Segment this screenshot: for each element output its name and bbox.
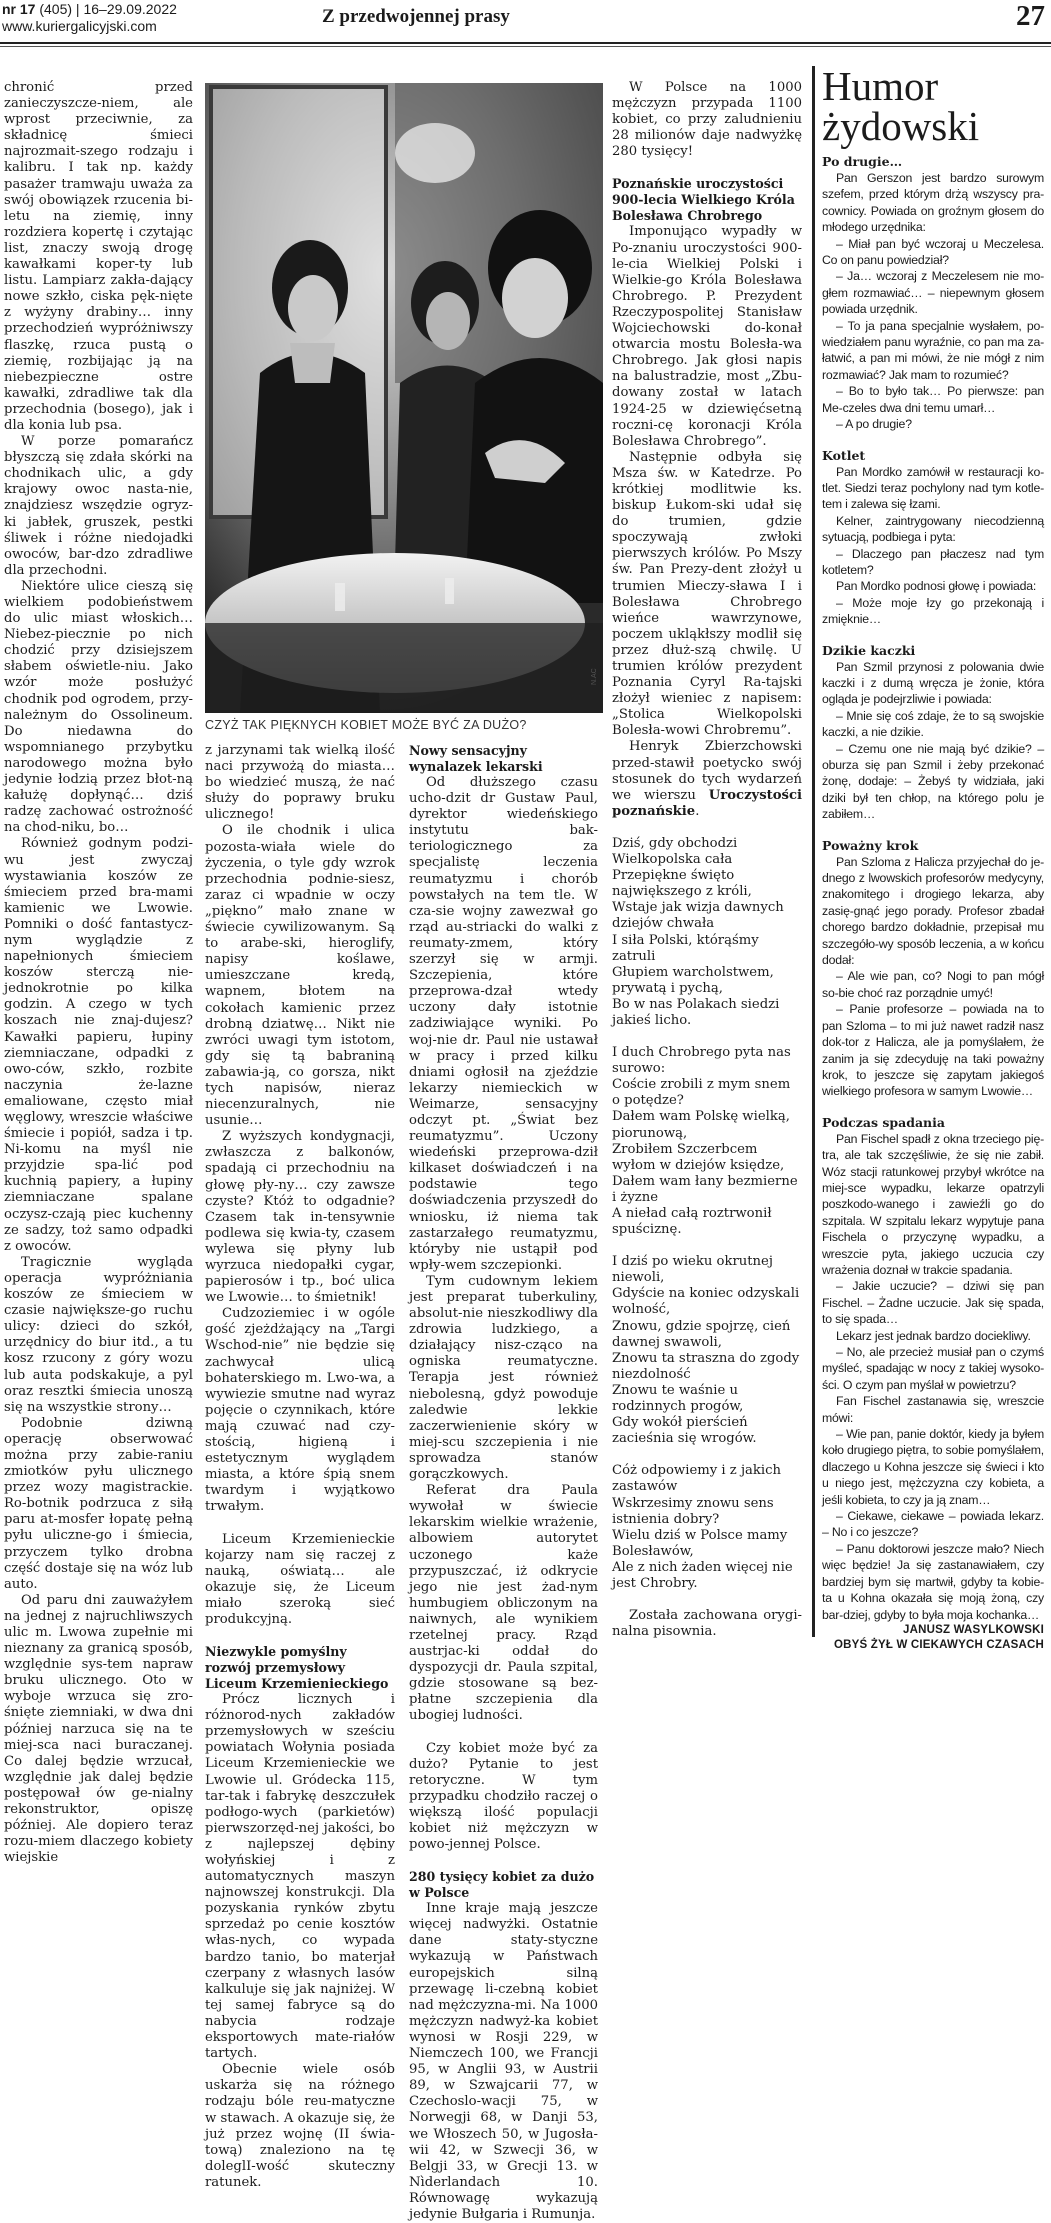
paragraph: Prócz licznych i różnorod-nych zakładów przemysłowych w sześciu powiatach Wołynia posiada Liceum Krzemienieckie we Lwowie ul. Gródecka 115, tar-tak i fabrykę deszczułek podłogo-wych (parkietów) pierwszorzęd-nej jakości, bo z najlepszej dębiny wołyńskiej i z automatycznych maszyn najnowszej konstrukcji. Dla pozyskania rynków zbytu sprzedaż po cenie kosztów włas-nych, co wypada bardzo tanio, bo materjał czerpany z własnych lasów kalkuluje się jak najniżej. W tej samej fabryce są do nabycia rodzaje eksportowych mate-riałów tartych. [205, 1692, 395, 2062]
humor-title-line-1: Humor [822, 63, 939, 109]
paragraph: Tym cudownym lekiem jest preparat tuberkuliny, absolut-nie nieszkodliwy dla zdrowia ludzkiego, a działający nisz-cząco na ogniska reumatyczne. Terapja jest również niebolesną, gdyż powoduje zaledwie lekkie zaczerwienienie skóry w miej-scu szczepienia i nie sprowadza stanów gorączkowych. [409, 1273, 598, 1483]
subheading: Niezwykle pomyślny rozwój przemysłowy Liceum Krzemienieckiego [205, 1644, 389, 1692]
spacer [409, 1725, 598, 1741]
spacer [612, 1592, 802, 1608]
joke-paragraph: – Ale wie pan, co? Nogi to pan mógł so-bie choć raz porządnie umyć! [822, 969, 1044, 1000]
joke-paragraph: – Dlaczego pan płaczesz nad tym kotletem? [822, 546, 1044, 577]
joke-heading: Kotlet [822, 447, 866, 463]
poem-line: I siła Polski, którąśmy zatruli [612, 932, 759, 964]
spacer [612, 1447, 802, 1463]
joke-heading: Dzikie kaczki [822, 642, 916, 658]
joke-paragraph: Fan Fischel zastanawia się, wreszcie mówi: [822, 1394, 1044, 1425]
paragraph: Obecnie wiele osób uskarża się na różnego rodzaju bóle reu-matyczne w stawach. A okazuje się, że już przez wojnę (II świa-tową) znaleziono na tę doleglI-wość skuteczny ratunek. [205, 2062, 395, 2190]
paragraph: Niektóre ulice cieszą się wielkiem podobieństwem do ulic miast włoskich… Niebez-piecznie po nich chodzić przy dzisiejszem słabem oświetle-niu. Jako wzór może posłużyć chodnik pod ogrodem, przy-należnym do Ossolineum. Do niedawna do wspomnianego przybytku narodowego można było jedynie łodzią przez błot-ną kałużę dopłynąć… dziś radzę zachować ostrożność na chod-niku, bo… [4, 578, 193, 836]
paragraph: Podobnie dziwną operację obserwować można przy zabie-raniu zmiotków pyłu ulicznego przez wozy magistrackie. Ro-botnik podrzuca z siłą paru at-mosfer łopatę pełną pyłu uliczne-go i śmiecia, przyczem tylko drobna część dostaje się na wóz lub auto. [4, 1415, 193, 1592]
joke-paragraph: – A po drugie? [836, 417, 912, 432]
spacer [612, 820, 802, 836]
poem-line: Przepiękne święto największego z króli, [612, 868, 752, 900]
poem-line: Głupiem warcholstwem, prywatą i pychą, [612, 964, 774, 996]
joke-paragraph: – Panie profesorze – powiada na to pan Szloma – to mi już nawet radził nasz dok-tor z Halicza, ale ja pomyślałem, że zanim ja się zdecyduję na taki poważny krok, to jeszcze się zapytam jakiegoś wielkiego profesora w samym Lwowie… [822, 1002, 1044, 1099]
spacer [612, 1238, 802, 1254]
poem-line: A nieład całą roztrwonił spuściznę. [612, 1206, 772, 1238]
spacer [822, 823, 1044, 836]
paragraph: W Polsce na 1000 mężczyzn przypada 1100 kobiet, co przy zaludnieniu 28 milionów daje nadwyżkę 280 tysięcy! [612, 80, 802, 160]
joke-paragraph: Kelner, zaintrygowany niecodzienną sytuacją, podbiega i pyta: [822, 513, 1044, 545]
issue-info [2, 1, 177, 35]
page-number: 27 [1016, 0, 1045, 32]
joke-paragraph: Pan Szloma z Halicza przyjechał do je-dnego z lwowskich profesorów medycyny, znakomitego i drogiego lekarza, aby zasię-gnąć jego porady. Profesor zbadał chorego bardzo dokładnie, przepisał mu szczegóło-wy sposób leczenia, a w końcu dodał: [822, 854, 1044, 968]
header-rule [0, 42, 1051, 44]
poem-line: Gdy wokół pierścień zacieśnia się wrogów. [612, 1415, 757, 1447]
spacer [612, 160, 802, 176]
spacer [205, 1516, 395, 1532]
joke-paragraph: – Ja… wczoraj z Meczelesem nie mo-głem rozmawiać… – niepewnym głosem powiada urzędnik. [822, 269, 1044, 317]
poem-line: Wielu dziś w Polsce mamy Bolesławów, [612, 1527, 788, 1559]
paragraph: Od paru dni zauważyłem na jednej z najruchliwszych ulic m. Lwowa zupełnie mi nieznany za granicą sposób, względnie sys-tem napraw bruku ulicznego. Oto w wyboje wrzuca się zro-śnięte ziemniaki, w dwa dni później narzuca się na te miej-sca naci buraczanej. Co dalej będzie wrzucał, względnie jak dalej będzie postępował ów ge-nialny rekonstruktor, opiszę później. Ale dopiero teraz rozu-miem dlaczego kobiety wiejskie [4, 1592, 193, 1866]
humor-author: JANUSZ WASYLKOWSKI [903, 1623, 1044, 1636]
joke-paragraph: – Ciekawe, ciekawe – powiada lekarz. – No i co jeszcze? [822, 1509, 1044, 1540]
joke-heading: Poważny krok [822, 837, 919, 853]
joke-paragraph: Pan Mordko podnosi głowę i powiada: [836, 579, 1037, 594]
joke-paragraph: – Miał pan być wczoraj u Meczelesa. Co on panu powiedział? [822, 236, 1044, 268]
issue-dates: (405) | 16–29.09.2022 [39, 1, 177, 17]
joke-paragraph: – Jakie uczucie? – dziwi się pan Fischel. – Żadne uczucie. Jak się spada, to się spada… [822, 1279, 1044, 1327]
joke-paragraph: – Panu doktorowi jeszcze mało? Niech więc będzie! Ja się zastanawiałem, czy bardziej bym się martwił, gdyby ta kobie-ta u Kohna okazała się moją żoną, czy bar-dziej, gdyby to była moja kochanka… [822, 1541, 1044, 1622]
joke-paragraph: – Wie pan, panie doktór, kiedy ja byłem koło drugiego piętra, to sobie pomyślałem, dlaczego u Kohna jeszcze się świeci i kto u niego jest, mężczyzna czy kobieta, a jeśli kobieta, to czy ja ją znam… [822, 1427, 1044, 1507]
paragraph: Została zachowana orygi-nalna pisownia. [612, 1608, 802, 1640]
paragraph: Imponująco wypadły w Po-znaniu uroczystości 900-le-cia Wielkiej Polski i Wielkie-go Króla Bolesława Chrobrego. P. Prezydent Rzeczypospolitej Stanisław Wojciechowski do-konał otwarcia mostu Bolesła-wa Chrobrego. Jak głosi napis na balustradzie, most „Zbu-dowany został w latach 1924-25 w dziewięćsetną roczni-cę koronacji Króla Bolesława Chrobrego”. [612, 224, 802, 449]
poem-line: Znowu te waśnie u rodzinnych progów, [612, 1382, 744, 1415]
paragraph: Henryk Zbierzchowski przed-stawił poetycko swój stosunek do tych wydarzeń we wierszu Uroczystości poznańskie. [612, 739, 802, 819]
poem-line: I dziś po wieku okrutnej niewoli, [612, 1254, 773, 1286]
photo-credit: N.AC [591, 668, 598, 685]
spacer [612, 1029, 802, 1045]
poem-line: Znowu ta straszna do zgody niezdolność [612, 1350, 800, 1382]
paragraph: Liceum Krzemienieckie kojarzy nam się raczej z nauką, oświatą… ale okazuje się, że Liceum miało szeroką sieć produkcyjną. [205, 1531, 395, 1627]
poem-line: Zrobiłem Szczerbcem wyłom w dziejów księdze, [612, 1141, 785, 1173]
section-title: Z przedwojennej prasy [322, 6, 510, 27]
article-photo [205, 83, 603, 713]
joke-paragraph: – To ja pana specjalnie wysłałem, po-wiedziałem panu wyraźnie, co pan ma za-łatwić, a pan mi mówi, że nie mógł z nim rozmawiać? Jak mam to rozumieć? [822, 318, 1044, 382]
subheading: Nowy sensacyjny wynalazek lekarski [409, 743, 543, 774]
joke-heading: Po drugie… [822, 154, 903, 169]
spacer [409, 1853, 598, 1869]
website-link[interactable]: www.kuriergalicyjski.com [2, 18, 157, 34]
poem-line: Wstaje jak wizja dawnych dziejów chwała [612, 900, 784, 932]
poem-line: Dałem wam łany bezmierne i żyzne [612, 1173, 798, 1205]
paragraph: Czy kobiet może być za dużo? Pytanie to jest retoryczne. W tym przypadku chodziło raczej o większą ilość populacji kobiet niż mężczyzn w powo-jennej Polsce. [409, 1740, 598, 1853]
humor-title [822, 63, 1044, 149]
humor-title-line-2: żydowski [822, 103, 980, 149]
joke-paragraph: – Mnie się coś zdaje, że to są swojskie kaczki, a nie dzikie. [822, 708, 1044, 740]
paragraph: Referat dra Paula wywołał w świecie lekarskim wielkie wrażenie, albowiem autorytet uczonego każe przypuszczać, iż odkrycie jego nie jest żad-nym humbugiem obliczonym na naiwnych, ale wynikiem rzetelnej pracy. Rząd austrjac-ki oddał do dyspozycji dr. Paula szpital, gdzie stosowane są bez-płatne szczepienia dla ubogiej ludności. [409, 1483, 598, 1724]
photo-caption: CZYŻ TAK PIĘKNYCH KOBIET MOŻE BYĆ ZA DUŻO? [205, 718, 527, 732]
joke-paragraph: Pan Gerszon jest bardzo surowym szefem, przed którym drżą wszyscy pra-cownicy. Powiada on groźnym głosem do młodego urzędnika: [822, 171, 1044, 235]
poem-line: Dziś, gdy obchodzi Wielkopolska cała [612, 835, 738, 868]
poem-line: Gdyście na koniec odzyskali wolność, [612, 1286, 800, 1318]
joke-paragraph: Pan Fischel spadł z okna trzeciego pię-tra, ale tak szczęśliwie, że się nie zabił. Wóz stacji ratunkowej przybył wkrótce na miej-sce wypadku, lekarze opatrzyli poszkodo-wanego i zawieźli go do szpitala. W szpitalu lekarz wypytuje pana Fischela o przyczynę wypadku, a wreszcie pyta, jakiego uczucia czy wrażenia doznał w trakcie spadania. [822, 1131, 1044, 1277]
poem-line: Ale z nich żaden więcej nie jest Chrobry. [612, 1559, 793, 1591]
joke-heading: Podczas spadania [822, 1114, 945, 1130]
paragraph: Cudzoziemiec i w ogóle gość zjeżdżający na „Targi Wschod-nie” nie będzie się zachwycał ulicą bohaterskiego m. Lwo-wa, a wywiezie smutne nad wyraz pojęcie o czynnikach, które mają czuwać nad czy-stością, higieną i estetycznym wyglądem miasta, a które śpią snem twardym i wyjątkowo trwałym. [205, 1306, 395, 1515]
subheading: 280 tysięcy kobiet za dużo w Polsce [409, 1869, 595, 1901]
poem-line: Wskrzesimy znowu sens istnienia dobry? [612, 1495, 774, 1527]
paragraph: Również godnym podzi-wu jest zwyczaj wystawiania koszów ze śmieciem przed bra-mami kamienic we Lwowie. Pomniki o dość fantastycz-nym wyglądzie z napełnionych śmieciem koszów sterczą nie-jednokrotnie po kilka godzin. A czego w tych koszach nie znaj-dujesz? Kawałki papieru, łupiny ziemniaczane, odpadki z owo-ców, szkło, rozbite naczynia że-lazne emaliowane, często miał węglowy, wreszcie właściwe śmiecie i popiół, sadza i tp. Ni-komu na myśl nie przyjdzie spa-lić pod kuchnią papiery, a łupiny ziemniaczane spalane oczysz-czają piec kuchenny ze sadzy, toż samo odpadki z owoców. [4, 836, 193, 1254]
paragraph: z jarzynami tak wielką ilość naci przywożą do miasta… bo wiedzieć muszą, że nać służy do poprawy bruku ulicznego! [205, 743, 395, 823]
issue-number: nr 17 [2, 1, 36, 17]
joke-paragraph: – Może moje łzy go przekonają i zmięknie… [822, 595, 1044, 627]
paragraph: Z wyższych kondygnacji, zwłaszcza z balkonów, spadają ci przechodniu na głowę pły-ny… czy zawsze czyste? Któż to odgadnie? Czasem tak in-tensywnie podlewa się kwia-ty, czasem wylewa się płyny lub wyrzuca niedopałki cygar, papierosów i tp., boć ulica we Lwowie… to śmietnik! [205, 1129, 395, 1306]
poem-line: I duch Chrobrego pyta nas surowo: [612, 1045, 791, 1077]
paragraph: Tragicznie wygląda operacja wypróżniania koszów ze śmieciem w czasie największe-go ruchu ulicy: dzieci do szkół, urzędnicy do biur itd., a tu kosz rzucony z góry wozu lub auta podskakuje, a pyl oraz resztki śmiecia unoszą się na wszystkie strony… [4, 1254, 193, 1415]
article-column-4 [612, 80, 802, 1640]
article-column-1 [4, 80, 193, 1866]
poem-line: Bo w nas Polakach siedzi jakieś licho. [612, 996, 780, 1028]
poem-line: Cóż odpowiemy i z jakich zastawów [612, 1463, 781, 1495]
joke-paragraph: Lekarz jest jednak bardzo dociekliwy. [836, 1328, 1031, 1343]
subheading: Poznańskie uroczystości 900-lecia Wielkiego Króla Bolesława Chrobrego [612, 176, 795, 224]
spacer [205, 1628, 395, 1644]
paragraph: chronić przed zanieczyszcze-niem, ale wprost przeciwnie, za składnicę śmieci najrozmait-szego rodzaju i kalibru. I tak np. każdy pasażer tramwaju uważa za swój obowiązek rzucenia bi-letu na ziemię, inny rozdziera kopertę i czytając list, znaczy swoją drogę kawałkami koper-ty lub listu. Lampiarz zakła-dający nowe szkło, ciska pęk-nięte z wyżyny drabiny… inny przechodzień wypróżniwszy flaszkę, rzuca pustą o ziemię, rozbijając ją na niebezpieczne ostre kawałki, zdradliwe tak dla przechodnia (bosego), jak i dla konia lub psa. [4, 80, 193, 433]
humor-sections [822, 154, 1044, 1623]
paragraph: W porze pomarańcz błyszczą się zdała skórki na chodnikach ulic, a gdy krajowy owoc nasta-nie, znajdziesz wszędzie ogryz-ki jabłek, gruszek, pestki śliwek i różne niedojadki owoców, bar-dzo zdradliwe dla przechodni. [4, 434, 193, 578]
poem-line: Znowu, gdzie spojrzę, cień dawnej swawoli, [612, 1318, 791, 1350]
joke-paragraph: – No, ale przecież musiał pan o czymś myśleć, spadając w nocy z takiej wysoko-ści. O czym pan myślał w powietrzu? [822, 1345, 1044, 1392]
joke-paragraph: Pan Szmil przynosi z polowania dwie kaczki i z dumą wręcza je żonie, która ogląda je podejrzliwie i powiada: [822, 659, 1044, 707]
humor-sidebar [812, 63, 1051, 1651]
spacer [822, 1100, 1044, 1113]
paragraph: Od dłuższego czasu ucho-dzit dr Gustaw Paul, dyrektor wiedeńskiego instytutu bak-teriologicznego za specjalistę leczenia reumatyzmu i chorób powstałych na tem tle. W cza-sie wojny zawezwał go rząd au-striacki do walki z reumaty-zmem, który szerzył się w armji. Szczepienia, które przeprowa-dzał wtedy uczony dały istotnie zadziwiające wyniki. Po woj-nie dr. Paul nie ustawał w pracy i przed kilku dniami ogłosił na zjeździe lekarzy niemieckich w Weimarze, sensacyjny odczyt pt. „Świat bez reumatyzmu”. Uczony wiedeński przeprowa-dził kilkaset doświadczeń i na podstawie tego doświadczenia przyszedł do wniosku, iż niema tak zastarzałego reumatyzmu, któryby nie ustąpił pod wpły-wem szczepionki. [409, 775, 598, 1273]
poem-title: Uroczystości poznańskie [612, 787, 802, 819]
poem-line: Coście zrobili z mym snem o potędze? [612, 1077, 791, 1109]
paragraph: Inne kraje mają jeszcze więcej nadwyżki. Ostatnie dane staty-styczne wykazują w Państwach europejskich silną przewagę li-czebną kobiet nad mężczyzna-mi. Na 1000 mężczyzn nadwyż-ka kobiet wynosi w Rosji 229, w Niemczech 100, we Francji 95, w Anglii 93, w Austrii 89, w Szwajcarii 77, w Czechoslo-wacji 75, w Norwegji 68, w Danji 53, we Włoszech 50, w Jugosła-wii 42, w Szwecji 36, w Belgji 33, w Grecji 13. w Nìderlandach 10. Równowagę wykazują jedynie Bułgaria i Rumunja. [409, 1901, 598, 2222]
spacer [822, 628, 1044, 641]
header-rule-thin [0, 46, 1051, 47]
spacer [822, 433, 1044, 446]
article-column-3 [409, 743, 598, 2223]
joke-paragraph: – Bo to było tak… Po pierwsze: pan Me-czeles dwa dni temu umarł… [822, 384, 1044, 415]
joke-paragraph: Pan Mordko zamówił w restauracji ko-tlet. Siedzi teraz pochylony nad tym kotle-tem i zalewa się łzami. [822, 464, 1044, 512]
poem-line: Dałem wam Polskę wielką, piorunową, [612, 1109, 790, 1141]
paragraph: O ile chodnik i ulica pozosta-wiała wiele do życzenia, o tyle gdy wzrok przechodnia podnie-siesz, zaraz ci wpadnie w oczy „piękno” mało znane w świecie cywilizowanym. Są to arabe-ski, hieroglify, napisy koślawe, umieszczane kredą, wapnem, błotem na cokołach kamienic przez drobną dziatwę… Nikt nie zwróci uwagi tym istotom, gdy się tą babraniną zabawia-ją, co gorsza, nikt tych napisów, nieraz niecenzuralnych, nie usunie… [205, 823, 395, 1129]
article-column-2 [205, 743, 395, 2191]
joke-paragraph: – Czemu one nie mają być dzikie? – oburza się pan Szmil i żeby przekonać żonę, dodaje: – Żebyś ty widziała, jaki dziki był ten chłop, na którego polu je zabiłem… [822, 741, 1044, 822]
paragraph: Następnie odbyła się Msza św. w Katedrze. Po krótkiej modlitwie ks. biskup Łukom-ski udał się do trumien, gdzie spoczywają zwłoki pierwszych królów. Po Mszy św. Pan Prezy-dent złożył u trumien Mieczy-sława I i Bolesława Chrobrego wieńce wawrzynowe, poczem ukląkłszy modlił się przez dłuż-szą chwilę. U trumien królów prezydent Poznania Cyryl Ra-tajski złożył wieniec z napisem: „Stolica Wielkopolski Bolesła-wowi Chrobremu”. [612, 449, 802, 739]
humor-source: OBYŚ ŻYŁ W CIEKAWYCH CZASACH [833, 1638, 1044, 1651]
